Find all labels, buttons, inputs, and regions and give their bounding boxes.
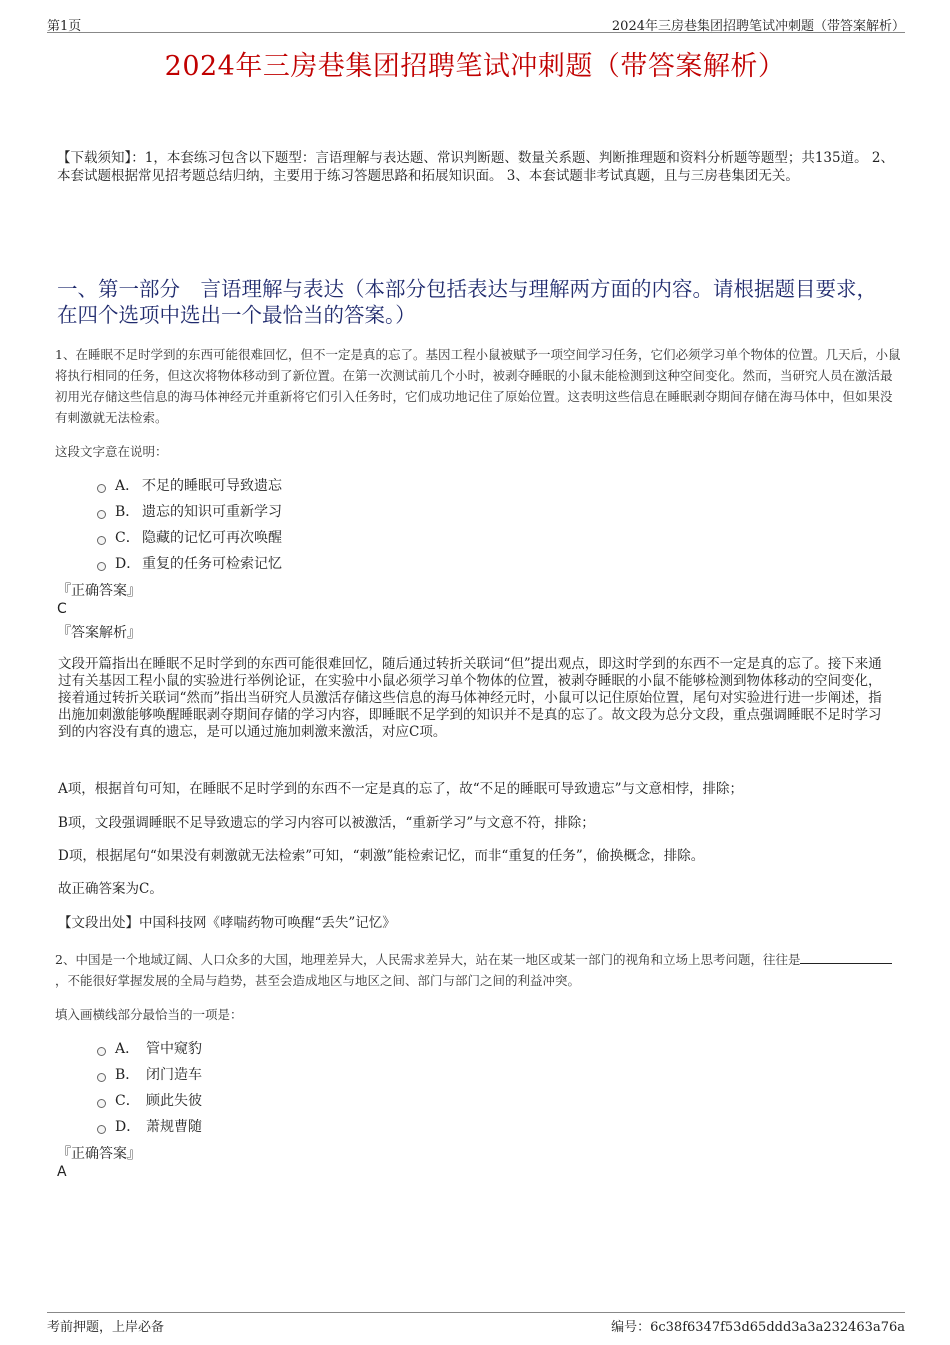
header-doc-title: 2024年三房巷集团招聘笔试冲刺题（带答案解析） [611, 19, 905, 34]
option-text: 不足的睡眠可导致遗忘 [142, 478, 282, 494]
passage-source: 【文段出处】中国科技网《哮喘药物可唤醒“丢失”记忆》 [58, 915, 396, 931]
option-letter: A． [115, 478, 140, 494]
option-text: 隐藏的记忆可再次唤醒 [142, 530, 282, 546]
option-letter: A． [115, 1041, 140, 1057]
radio-icon[interactable] [97, 484, 106, 493]
page-footer [47, 1312, 905, 1333]
radio-icon[interactable] [97, 1099, 106, 1108]
question-2-prompt: 填入画横线部分最恰当的一项是： [55, 1007, 243, 1022]
option-letter: B． [115, 504, 140, 520]
page-header [47, 14, 905, 33]
question-2-answer: A [57, 1164, 67, 1180]
radio-icon[interactable] [97, 1073, 106, 1082]
option-letter: D． [115, 556, 141, 572]
option-text: 顾此失彼 [146, 1093, 202, 1109]
option-letter: D． [115, 1119, 141, 1135]
analysis-paragraph: B项，文段强调睡眠不足导致遗忘的学习内容可以被激活，“重新学习”与文意不符，排除； [58, 815, 595, 831]
document-id: 编号：6c38f6347f53d65ddd3a3a232463a76a [611, 1320, 905, 1335]
option-letter: C． [115, 1093, 140, 1109]
radio-icon[interactable] [97, 1047, 106, 1056]
question-2-text [55, 949, 903, 991]
option-letter: C． [115, 530, 140, 546]
question-1-prompt: 这段文字意在说明： [55, 444, 168, 459]
option-text: 闭门造车 [146, 1067, 202, 1083]
radio-icon[interactable] [97, 510, 106, 519]
radio-icon[interactable] [97, 1125, 106, 1134]
analysis-paragraph: 故正确答案为C。 [58, 881, 163, 897]
question-2-answer-label: 『正确答案』 [57, 1146, 141, 1162]
download-notice: 【下载须知】：1，本套练习包含以下题型：言语理解与表达题、常识判断题、数量关系题、判断推理题和资料分析题等题型；共135道。 2、本套试题根据常见招考题总结归纳，主要用于练习答题思路和拓展知识面。 3、本套试题非考试真题，且与三房巷集团无关。 [57, 150, 894, 184]
fill-blank [800, 951, 892, 964]
option-text: 管中窥豹 [146, 1041, 202, 1057]
question-2-text-after: ，不能很好掌握发展的全局与趋势，甚至会造成地区与地区之间、部门与部门之间的利益冲突。 [55, 973, 581, 988]
option-text: 遗忘的知识可重新学习 [142, 504, 282, 520]
document-title: 2024年三房巷集团招聘笔试冲刺题（带答案解析） [164, 51, 786, 82]
question-1-text: 1、在睡眠不足时学到的东西可能很难回忆，但不一定是真的忘了。基因工程小鼠被赋予一项空间学习任务，它们必须学习单个物体的位置。几天后，小鼠将执行相同的任务，但这次将物体移动到了新位置。在第一次测试前几个小时，被剥夺睡眠的小鼠未能检测到这种空间变化。然而，当研究人员在激活最初用光存储这些信息的海马体神经元并重新将它们引入任务时，它们成功地记住了原始位置。这表明这些信息在睡眠剥夺期间存储在海马体中，但如果没有刺激就无法检索。 [55, 347, 901, 425]
footer-slogan: 考前押题，上岸必备 [47, 1320, 165, 1335]
analysis-paragraph: 文段开篇指出在睡眠不足时学到的东西可能很难回忆，随后通过转折关联词“但”提出观点，即这时学到的东西不一定是真的忘了。接下来通过有关基因工程小鼠的实验进行举例论证，在实验中小鼠必须学习单个物体的位置，被剥夺睡眠的小鼠不能够检测到物体移动的空间变化，接着通过转折关联词“然而”指出当研究人员激活存储这些信息的海马体神经元时，小鼠可以记住原始位置，尾句对实验进行进一步阐述，指出施加刺激能够唤醒睡眠剥夺期间存储的学习内容，即睡眠不足学到的知识并不是真的忘了。故文段为总分文段，重点强调睡眠不足时学习到的内容没有真的遗忘，是可以通过施加刺激来激活，对应C项。 [58, 656, 882, 740]
question-1-analysis-label: 『答案解析』 [57, 625, 141, 641]
question-2-text-before: 2、中国是一个地域辽阔、人口众多的大国，地理差异大，人民需求差异大，站在某一地区或某一部门的视角和立场上思考问题，往往是 [55, 952, 801, 967]
analysis-paragraph: D项，根据尾句“如果没有刺激就无法检索”可知，“刺激”能检索记忆，而非“重复的任务”，偷换概念，排除。 [58, 848, 705, 864]
option-letter: B． [115, 1067, 140, 1083]
question-1-answer: C [57, 601, 67, 617]
analysis-paragraph: A项，根据首句可知，在睡眠不足时学到的东西不一定是真的忘了，故“不足的睡眠可导致遗忘”与文意相悖，排除； [58, 781, 744, 797]
radio-icon[interactable] [97, 562, 106, 571]
radio-icon[interactable] [97, 536, 106, 545]
section-heading: 一、第一部分 言语理解与表达（本部分包括表达与理解两方面的内容。请根据题目要求，在四个选项中选出一个最恰当的答案。） [57, 277, 877, 327]
page-number: 第1页 [47, 19, 82, 34]
option-text: 萧规曹随 [146, 1119, 202, 1135]
question-1-answer-label: 『正确答案』 [57, 583, 141, 599]
option-text: 重复的任务可检索记忆 [142, 556, 282, 572]
